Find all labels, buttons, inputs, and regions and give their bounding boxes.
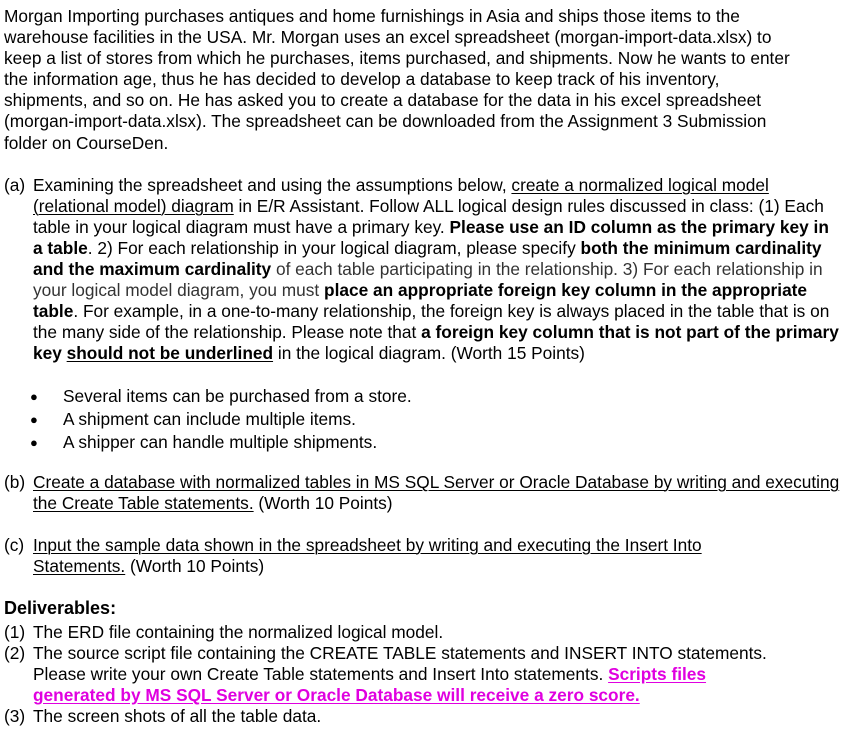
part-b-text [33,472,840,514]
zero-score-warning: Scripts files generated by MS SQL Server or Oracle Database will receive a zero score. [33,664,707,706]
part-b-task-underlined: Create a database with normalized tables in MS SQL Server or Oracle Database by writing and executing the Create Table statements. [33,471,840,513]
part-a-t7: of each table participating in the relationship. 3) For each relationship in your logical model diagram, you must [33,259,823,301]
part-a-t1: Examining the spreadsheet and using the assumptions below, [33,174,512,195]
part-a-fk-rule: place an appropriate foreign key column in the appropriate table [33,280,808,322]
deliverable-text: The screen shots of all the table data. [33,706,322,727]
deliverable-text: The ERD file containing the normalized logical model. [33,621,444,642]
part-a [4,175,840,365]
part-a-fk-note: a foreign key column that is not part of the primary key [33,322,839,364]
deliverable-3 [4,706,840,727]
part-b [4,472,840,514]
part-a-text [33,175,840,365]
list-item [30,431,840,454]
assumption-text: A shipper can handle multiple shipments. [63,431,378,452]
part-a-t3: in E/R Assistant. Follow ALL logical design rules discussed in class: (1) Each table in your logical diagram must have a primary key. [33,195,824,237]
part-b-label: (b) [4,471,26,492]
part-a-t9: . For example, in a one-to-many relationship, the foreign key is always placed in the table that is on the many side of the relationship. Please note that [33,301,830,343]
list-item [30,408,840,431]
assumptions-list [4,385,840,454]
deliverables-title: Deliverables: [4,597,117,618]
part-c-task-underlined: Input the sample data shown in the spreadsheet by writing and executing the Insert Into Statements. [33,534,702,576]
deliverable-1 [4,622,840,643]
part-a-cardinality-rule: both the minimum cardinality and the maximum cardinality [33,237,822,280]
assumption-text: A shipment can include multiple items. [63,408,356,429]
bullet-icon: ● [30,411,38,427]
deliverable-2-body: The source script file containing the CREATE TABLE statements and INSERT INTO statements. Please write your own Create Table statements and Insert Into statements. [33,642,767,685]
deliverable-label: (1) [4,621,26,642]
deliverable-label: (2) [4,642,26,663]
part-c-text [33,535,753,577]
list-item [30,385,840,408]
part-a-t5: . 2) For each relationship in your logical diagram, please specify [87,237,581,258]
part-a-not-underlined: should not be underlined [66,343,274,364]
part-a-points: in the logical diagram. (Worth 15 Points) [273,343,585,364]
part-c-label: (c) [4,534,25,555]
bullet-icon: ● [30,434,38,450]
bullet-icon: ● [30,388,38,404]
intro-paragraph: Morgan Importing purchases antiques and home furnishings in Asia and ships those items to the warehouse facilities in the USA. Mr. Morgan uses an excel spreadsheet (morgan-import-data.xlsx) to keep a list of stores from which he purchases, items purchased, and shipments. Now he wants to enter the information age, thus he has decided to develop a database to keep track of his inventory, shipments, and so on. He has asked you to create a database for the data in his excel spreadsheet (morgan-import-data.xlsx). The spreadsheet can be downloaded from the Assignment 3 Submission folder on CourseDen. [4,6,790,153]
part-b-points: (Worth 10 Points) [253,492,393,513]
deliverable-text [33,643,768,706]
deliverable-label: (3) [4,706,26,727]
assumption-text: Several items can be purchased from a store. [63,385,412,406]
part-c [4,535,840,577]
part-c-points: (Worth 10 Points) [125,555,265,576]
deliverable-2 [4,643,840,706]
part-a-id-rule: Please use an ID column as the primary key in a table [33,216,829,258]
part-a-task-underlined: create a normalized logical model (relational model) diagram [33,174,769,216]
part-a-label: (a) [4,174,26,195]
